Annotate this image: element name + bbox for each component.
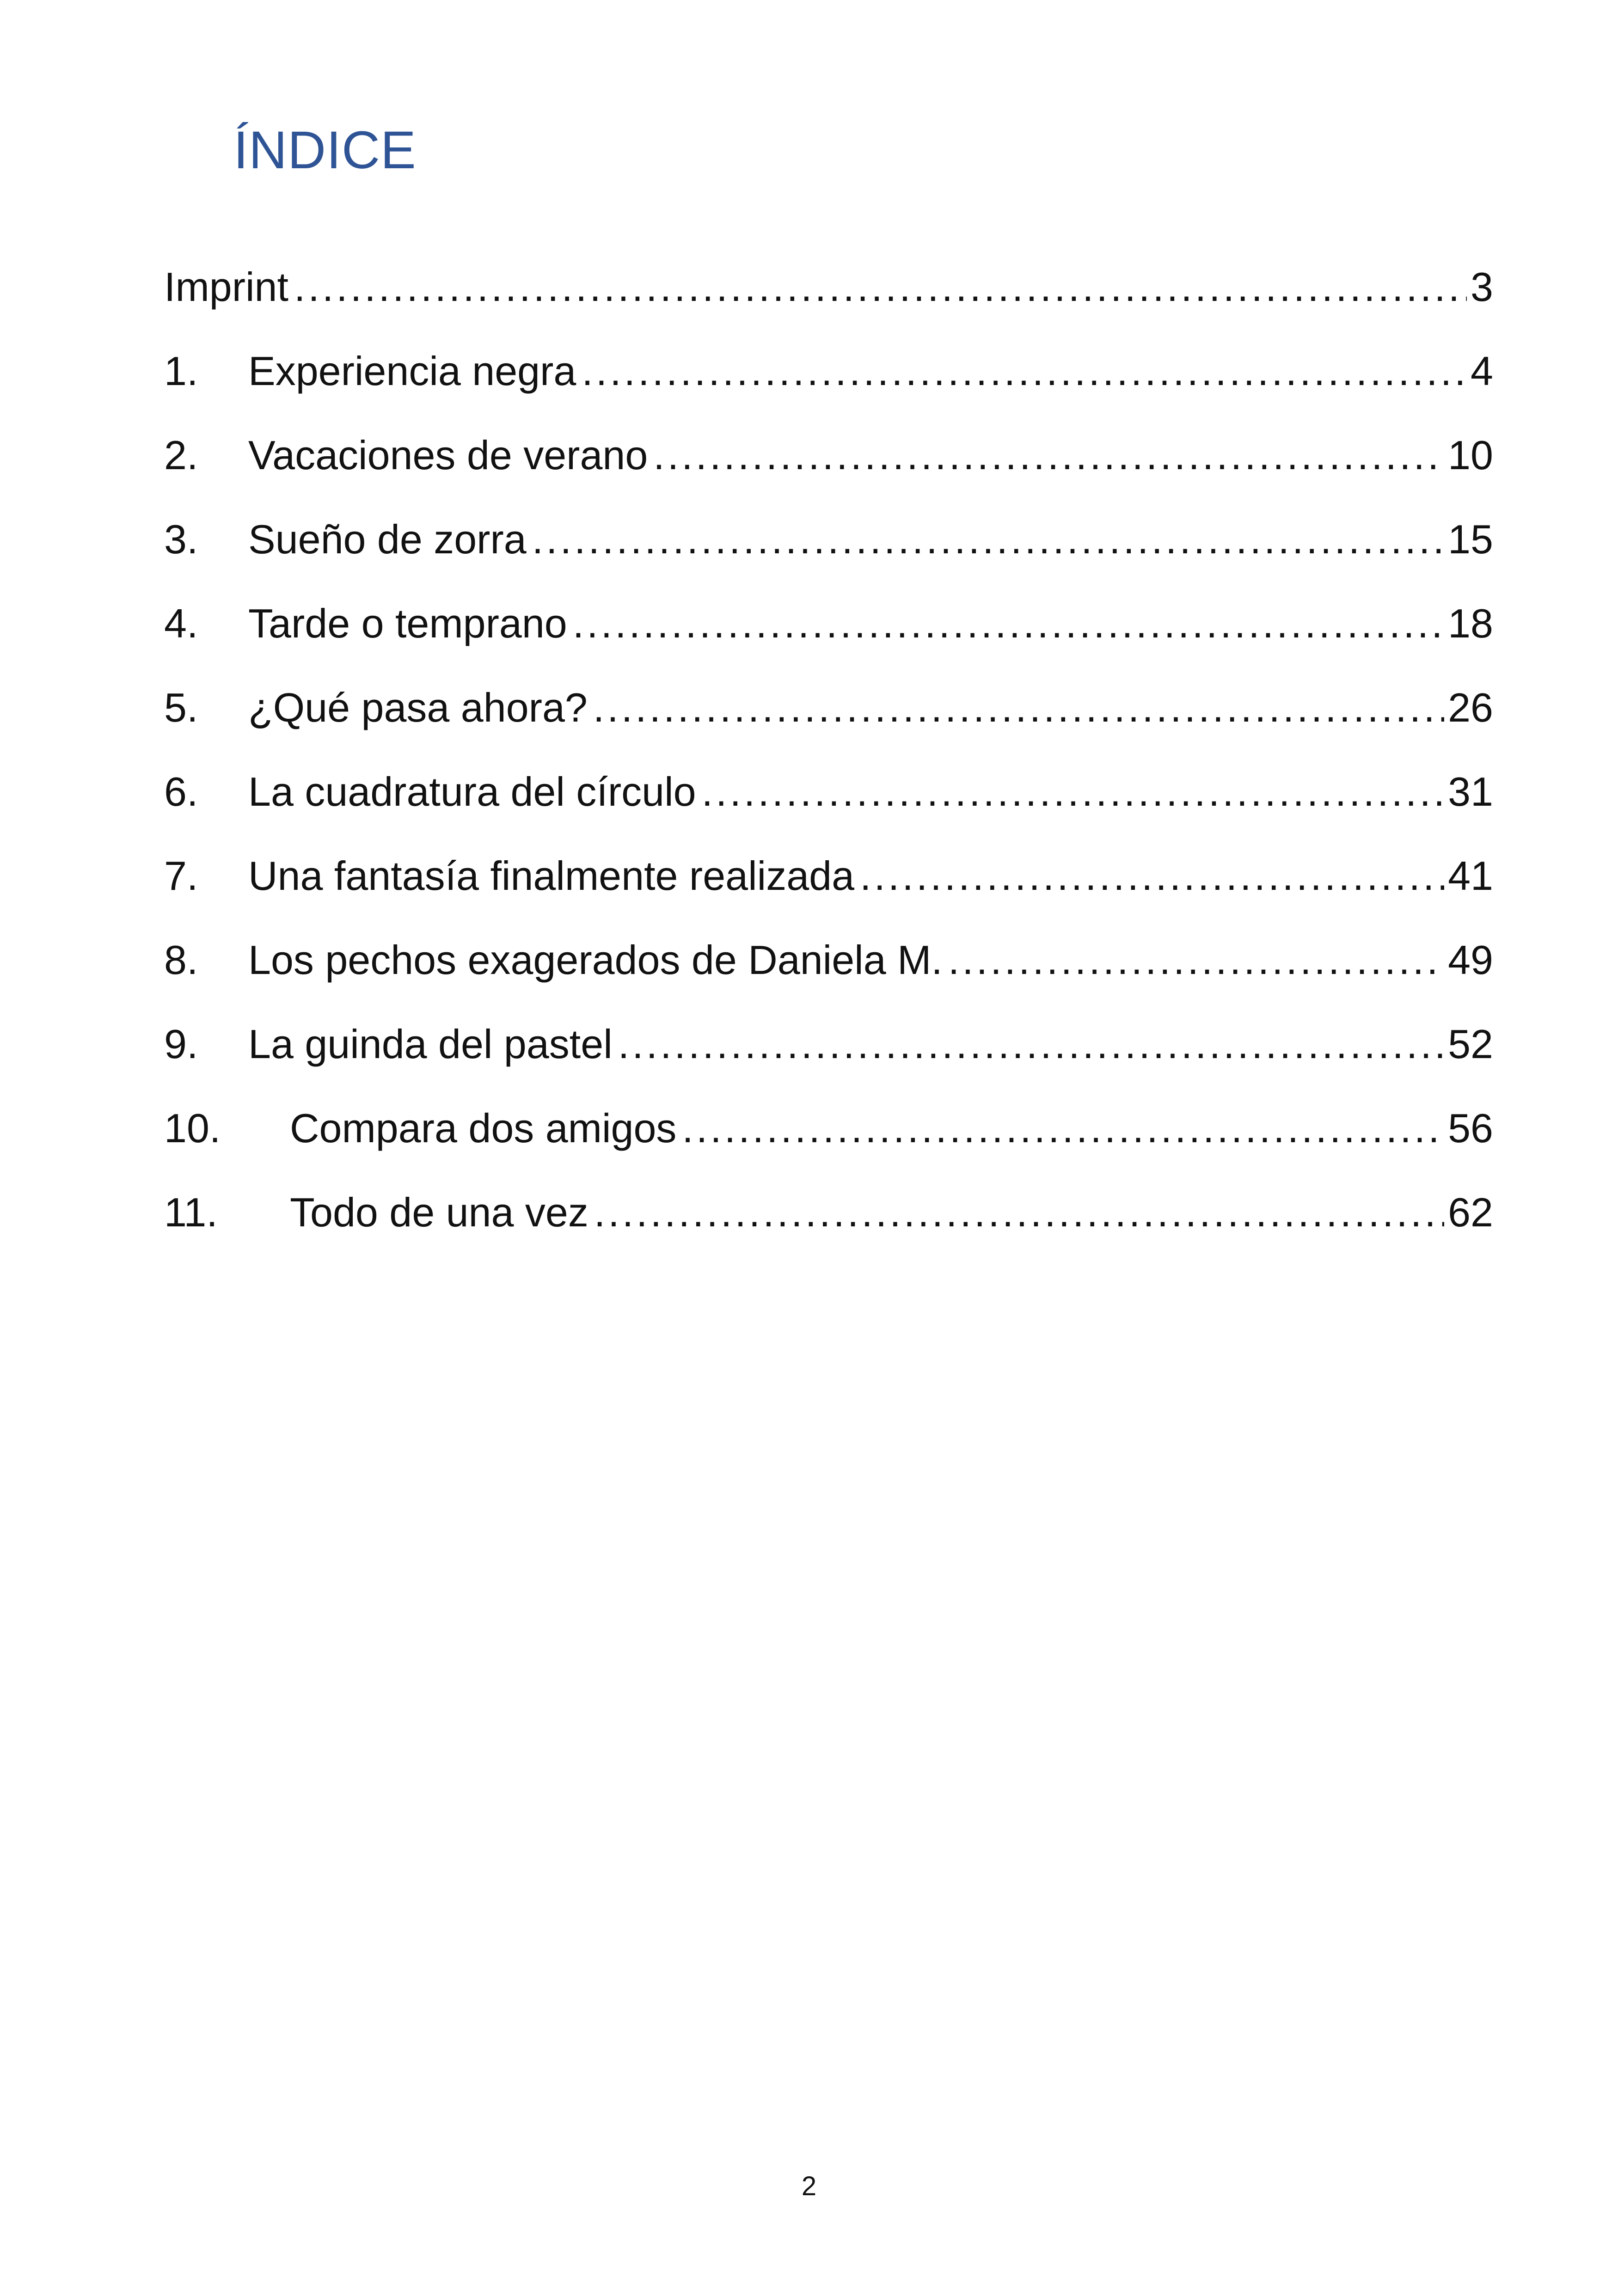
toc-dot-leader xyxy=(948,932,1444,988)
toc-entry-page: 3 xyxy=(1471,264,1493,310)
toc-entry-11[interactable] xyxy=(164,1170,1493,1255)
toc-entry-9[interactable] xyxy=(164,1002,1493,1086)
toc-dot-leader xyxy=(682,1101,1444,1156)
table-of-contents xyxy=(164,245,1493,1255)
toc-entry-title: ¿Qué pasa ahora? xyxy=(248,685,588,730)
toc-entry-5[interactable] xyxy=(164,666,1493,750)
toc-entry-number: 8. xyxy=(164,937,198,983)
toc-entry-title: Compara dos amigos xyxy=(290,1105,677,1151)
toc-dot-leader xyxy=(593,680,1444,735)
toc-entry-page: 31 xyxy=(1448,769,1493,814)
toc-entry-number: 10. xyxy=(164,1105,221,1151)
toc-entry-page: 41 xyxy=(1448,853,1493,899)
toc-entry-number: 11. xyxy=(164,1189,218,1235)
toc-entry-number: 4. xyxy=(164,600,198,646)
toc-entry-2[interactable] xyxy=(164,413,1493,497)
toc-entry-page: 18 xyxy=(1448,600,1493,646)
toc-entry-title: Los pechos exagerados de Daniela M. xyxy=(248,937,943,983)
toc-entry-8[interactable] xyxy=(164,918,1493,1002)
toc-entry-page: 15 xyxy=(1448,516,1493,562)
toc-entry-title: Una fantasía finalmente realizada xyxy=(248,853,855,899)
toc-entry-page: 4 xyxy=(1471,348,1493,394)
page-number: 2 xyxy=(801,2171,817,2201)
toc-entry-7[interactable] xyxy=(164,834,1493,918)
toc-entry-title: Vacaciones de verano xyxy=(248,432,648,478)
toc-dot-leader xyxy=(594,1185,1444,1240)
toc-entry-title: La cuadratura del círculo xyxy=(248,769,696,814)
toc-entry-page: 62 xyxy=(1448,1189,1493,1235)
toc-heading: ÍNDICE xyxy=(233,121,417,180)
toc-dot-leader xyxy=(582,343,1467,399)
toc-entry-page: 10 xyxy=(1448,432,1493,478)
toc-entry-number: 7. xyxy=(164,853,198,899)
toc-entry-number: 3. xyxy=(164,516,198,562)
toc-entry-page: 52 xyxy=(1448,1021,1493,1067)
toc-entry-title: Experiencia negra xyxy=(248,348,576,394)
toc-entry-number: 1. xyxy=(164,348,198,394)
toc-entry-title: Sueño de zorra xyxy=(248,516,527,562)
toc-entry-number: 2. xyxy=(164,432,198,478)
toc-dot-leader xyxy=(653,428,1444,483)
toc-dot-leader xyxy=(702,764,1445,820)
toc-dot-leader xyxy=(573,596,1444,651)
toc-entry-imprint[interactable] xyxy=(164,245,1493,329)
toc-entry-title: Tarde o temprano xyxy=(248,600,567,646)
toc-dot-leader xyxy=(532,512,1444,567)
toc-entry-title: La guinda del pastel xyxy=(248,1021,613,1067)
toc-entry-title: Imprint xyxy=(164,264,288,310)
toc-entry-4[interactable] xyxy=(164,582,1493,666)
toc-dot-leader xyxy=(860,848,1444,904)
toc-entry-6[interactable] xyxy=(164,750,1493,834)
toc-dot-leader xyxy=(618,1016,1444,1072)
toc-entry-1[interactable] xyxy=(164,329,1493,413)
toc-entry-page: 49 xyxy=(1448,937,1493,983)
toc-entry-title: Todo de una vez xyxy=(290,1189,588,1235)
toc-entry-page: 56 xyxy=(1448,1105,1493,1151)
toc-entry-page: 26 xyxy=(1448,685,1493,730)
toc-entry-number: 5. xyxy=(164,685,198,730)
toc-dot-leader xyxy=(294,259,1467,315)
toc-entry-10[interactable] xyxy=(164,1086,1493,1170)
toc-entry-number: 6. xyxy=(164,769,198,814)
toc-entry-number: 9. xyxy=(164,1021,198,1067)
toc-entry-3[interactable] xyxy=(164,497,1493,582)
